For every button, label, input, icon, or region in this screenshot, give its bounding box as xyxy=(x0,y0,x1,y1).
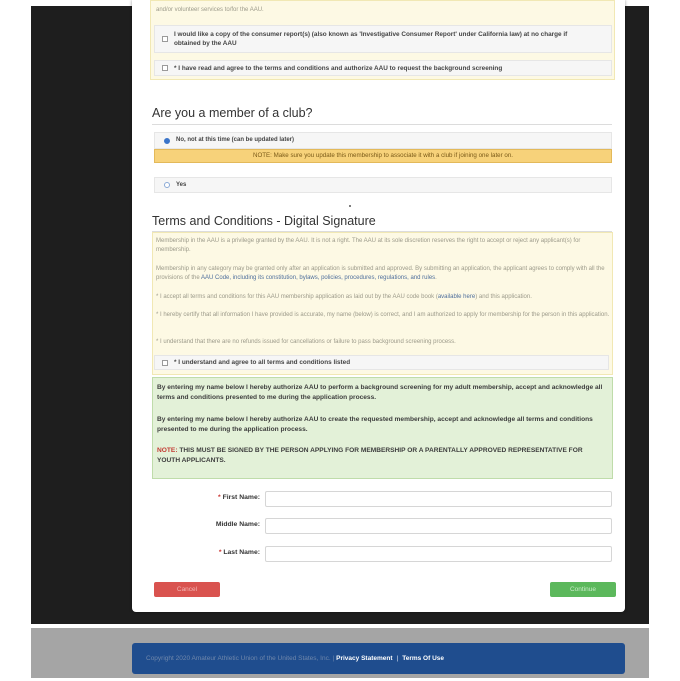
middle-name-input[interactable] xyxy=(265,518,612,534)
footer-bar xyxy=(132,643,625,674)
footer-copyright: Copyright 2020 Amateur Athletic Union of the United States, Inc. | xyxy=(146,655,335,662)
agree-all-checkbox[interactable] xyxy=(162,360,168,366)
privacy-statement-link[interactable]: Privacy Statement xyxy=(336,655,393,662)
cancel-button[interactable]: Cancel xyxy=(154,582,220,597)
club-no-radio[interactable] xyxy=(164,138,170,144)
club-heading: Are you a member of a club? xyxy=(152,106,313,120)
agree-all-label: * I understand and agree to all terms and conditions listed xyxy=(174,359,351,366)
club-yes-radio[interactable] xyxy=(164,182,170,188)
copy-report-row[interactable] xyxy=(154,25,612,53)
agree-screening-checkbox[interactable] xyxy=(162,65,168,71)
authorization-note: NOTE: THIS MUST BE SIGNED BY THE PERSON APPLYING FOR MEMBERSHIP OR A PARENTALLY APPROVED REPRESENTATIVE FOR YOUTH APPLICANTS. xyxy=(157,447,583,464)
agree-all-row[interactable] xyxy=(154,355,609,370)
consent-top-text: and/or volunteer services to/for the AAU. xyxy=(156,7,264,13)
terms-p1: Membership in the AAU is a privilege granted by the AAU. It is not a right. The AAU at its sole discretion reserves the right to accept or reject any applicant(s) for membership. xyxy=(156,238,581,253)
terms-of-use-link[interactable]: Terms Of Use xyxy=(402,655,445,662)
terms-heading: Terms and Conditions - Digital Signature xyxy=(152,214,376,228)
continue-button[interactable]: Continue xyxy=(550,582,616,597)
code-book-link[interactable]: available here xyxy=(437,294,476,300)
copy-report-checkbox[interactable] xyxy=(162,36,168,42)
authorization-box xyxy=(152,377,613,479)
note-prefix: NOTE: xyxy=(157,447,178,454)
middle-name-label: Middle Name: xyxy=(215,521,260,528)
authorization-p1: By entering my name below I hereby authorize AAU to perform a background screening for my adult membership, accept and acknowledge all terms and conditions presented to me during the application process. xyxy=(157,384,603,401)
agree-screening-label: * I have read and agree to the terms and conditions and authorize AAU to request the background screening xyxy=(174,64,503,72)
footer-separator: | xyxy=(396,655,399,662)
club-option-yes[interactable] xyxy=(154,177,612,193)
last-name-label: * Last Name: xyxy=(218,549,260,556)
last-name-input[interactable] xyxy=(265,546,612,562)
copy-report-label: I would like a copy of the consumer report(s) (also known as 'Investigative Consumer Report' under California law) at no charge if obtained by the AAU xyxy=(174,31,568,47)
stray-dot xyxy=(349,205,351,207)
terms-p2: Membership in any category may be granted only after an application is submitted and approved. By submitting an application, the applicant agrees to comply with all the provisions of the AAU Code, including its constitution, bylaws, policies, procedures, regulations, and rules. xyxy=(156,266,605,281)
aau-code-link[interactable]: AAU Code, including its constitution, bylaws, policies, procedures, regulations, and rules xyxy=(201,274,436,281)
first-name-label: * First Name: xyxy=(218,494,260,501)
terms-p5: * I understand that there are no refunds issued for cancellations or failure to pass background screening process. xyxy=(156,339,456,345)
club-divider xyxy=(152,124,612,125)
club-yes-label: Yes xyxy=(176,181,187,188)
terms-p4: * I hereby certify that all information I have provided is accurate, my name (below) is correct, and I am authorized to apply for membership for the person in this application. xyxy=(156,312,610,318)
first-name-input[interactable] xyxy=(265,491,612,507)
club-note: NOTE: Make sure you update this membership to associate it with a club if joining one later on. xyxy=(154,149,612,163)
authorization-p2: By entering my name below I hereby authorize AAU to create the requested membership, accept and acknowledge all terms and conditions presented to me during the application process. xyxy=(157,416,593,433)
agree-screening-row[interactable] xyxy=(154,60,612,76)
terms-p3: * I accept all terms and conditions for this AAU membership application as laid out by the AAU code book (available here) and this application. xyxy=(156,294,532,300)
club-no-label: No, not at this time (can be updated later) xyxy=(176,137,295,143)
club-option-no[interactable] xyxy=(154,132,612,149)
